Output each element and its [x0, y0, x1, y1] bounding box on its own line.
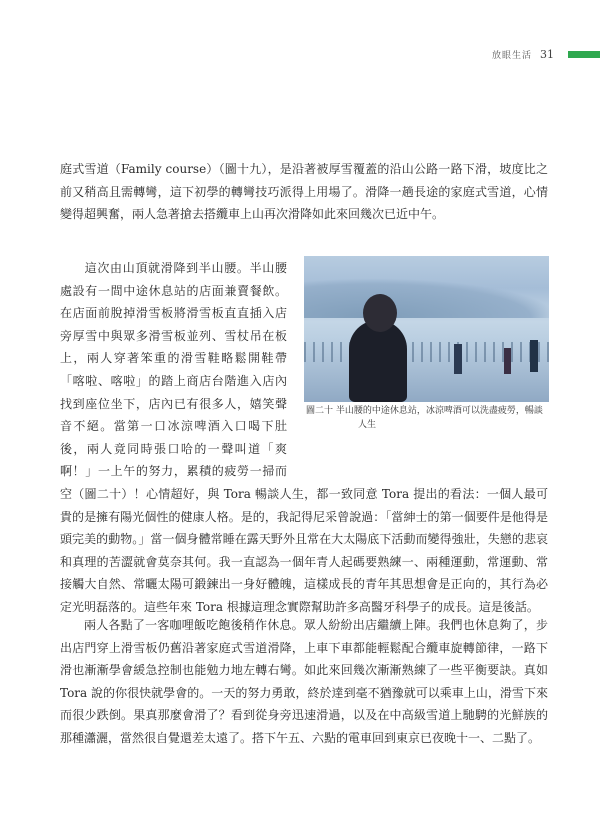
page-number: 31: [540, 47, 554, 61]
photo-skier: [454, 344, 462, 374]
photo-skier: [504, 348, 511, 374]
figure-photo: [304, 256, 549, 402]
running-title: 放眼生活: [491, 50, 532, 61]
page-header: [492, 46, 600, 62]
photo-skier: [530, 340, 538, 372]
photo-person: [349, 320, 407, 402]
figure-caption: 圖二十 半山腰的中途休息站，冰涼啤酒可以洗盡疲勞，暢談人生: [306, 406, 543, 430]
accent-bar: [568, 51, 600, 58]
paragraph-1: 庭式雪道（Family course）（圖十九），是沿著被厚雪覆蓋的沿山公路一路下滑，坡度比之前又稍高且需轉彎，這下初學的轉彎技巧派得上用場了。滑降一趟長途的家庭式雪道，心情變得超興奮，兩人急著搶去搭纜車上山再次滑降如此來回幾次已近中午。: [60, 162, 548, 222]
photo-fence: [304, 342, 549, 362]
paragraph-2: 這次由山頂就滑降到半山腰。半山腰處設有一間中途休息站的店面兼賣餐飲。在店面前脫掉滑雪板將滑雪板直直插入店旁厚雪中與眾多滑雪板並列、雪杖吊在板上，兩人穿著笨重的滑雪鞋略鬆開鞋帶「喀啦、喀啦」的踏上商店台階進入店內找到座位坐下，店內已有很多人，嬉笑聲音不絕。當第一口冰涼啤酒入口喝下肚後，兩人竟同時張口哈的一聲叫道「爽啊！」一上午的努力，累積的疲勞一掃而空（圖二十）！心情超好，與 Tora 暢談人生，都一致同意 Tora 提出的看法：一個人最可貴的是擁有陽光個性的健康人格。是的，我記得尼采曾說過：「當紳士的第一個要件是他得是頭完美的動物。」當一個身體常睡在露天野外且常在大太陽底下活動而變得強壯，失戀的悲哀和真理的苦澀就會莫奈其何。我一直認為一個年青人起碼要熟練一、兩種運動，常運動、常接觸大自然、常曬太陽可鍛鍊出一身好體魄，這樣成長的青年其思想會是正向的，其行為必定光明磊落的。這些年來 Tora 根據這理念實際幫助許多高醫牙科學子的成長。這是後話。: [60, 261, 548, 614]
photo-mountain: [304, 278, 549, 318]
caption-space: [303, 429, 548, 473]
paragraph-3: 兩人各點了一客咖哩飯吃飽後稍作休息。眾人紛紛出店繼續上陣。我們也休息夠了，步出店門穿上滑雪板仍舊沿著家庭式雪道滑降，上車下車都能輕鬆配合纜車旋轉節律，一路下滑也漸漸學會緩急控制也能勉力地左轉右彎。如此來回幾次漸漸熟練了一些平衡要訣。真如 Tora 說的你很快就學會的。一天的努力勇敢，終於達到毫不猶豫就可以乘車上山，滑雪下來而很少跌倒。果真那麼會滑了？看到從身旁迅速滑過，以及在中高級雪道上馳騁的光鮮族的那種瀟灑，當然很自覺還差太遠了。搭下午五、六點的電車回到東京已夜晚十一、二點了。: [60, 618, 548, 745]
